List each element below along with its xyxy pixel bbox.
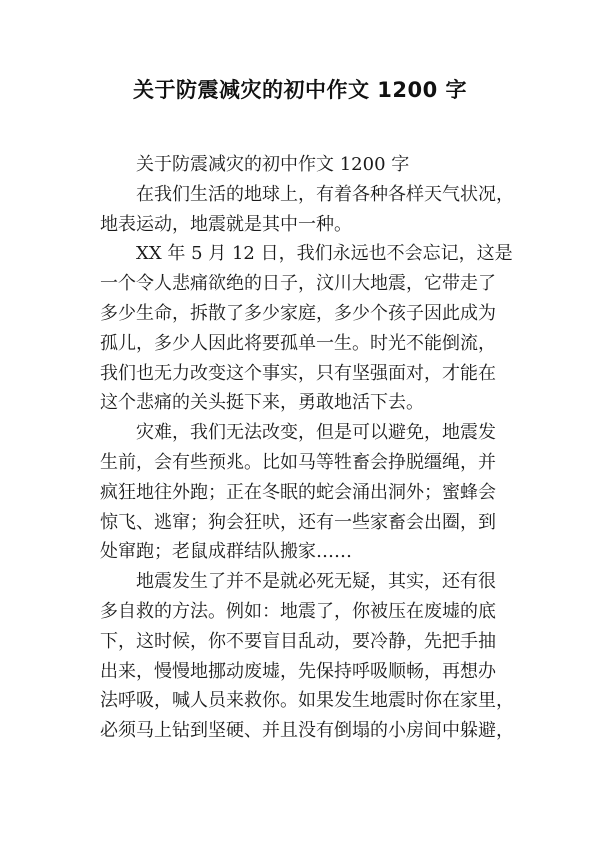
body-line: 多自救的方法。例如：地震了，你被压在废墟的底 <box>100 600 496 622</box>
document-body <box>100 150 514 746</box>
body-line: 疯狂地往外跑；正在冬眠的蛇会涌出洞外；蜜蜂会 <box>100 481 496 503</box>
body-line: 孤儿，多少人因此将要孤单一生。时光不能倒流， <box>100 332 496 354</box>
body-line: 处窜跑；老鼠成群结队搬家…… <box>100 541 352 563</box>
body-line: 关于防震减灾的初中作文 1200 字 <box>136 154 410 175</box>
body-line: 惊飞、逃窜；狗会狂吠，还有一些家畜会出圈，到 <box>100 511 496 533</box>
body-line: XX 年 5 月 12 日，我们永远也不会忘记，这是 <box>136 243 513 265</box>
body-line: 下，这时候，你不要盲目乱动，要冷静，先把手抽 <box>100 630 496 652</box>
body-line: 灾难，我们无法改变，但是可以避免，地震发 <box>136 422 496 444</box>
body-line: 在我们生活的地球上，有着各种各样天气状况， <box>136 183 514 205</box>
body-line: 出来，慢慢地挪动废墟，先保持呼吸顺畅，再想办 <box>100 660 496 682</box>
body-line: 法呼吸，喊人员来救你。如果发生地震时你在家里， <box>100 690 514 712</box>
document-title: 关于防震减灾的初中作文 1200 字 <box>132 78 468 102</box>
body-line: 这个悲痛的关头挺下来，勇敢地活下去。 <box>100 392 424 414</box>
body-line: 必须马上钻到坚硬、并且没有倒塌的小房间中躲避， <box>100 720 514 742</box>
body-line: 我们也无力改变这个事实，只有坚强面对，才能在 <box>100 362 496 384</box>
body-line: 地表运动，地震就是其中一种。 <box>100 213 352 235</box>
body-line: 一个令人悲痛欲绝的日子，汶川大地震，它带走了 <box>100 273 496 295</box>
body-line: 地震发生了并不是就必死无疑，其实，还有很 <box>136 571 496 593</box>
body-line: 生前，会有些预兆。比如马等牲畜会挣脱缰绳，并 <box>100 451 496 473</box>
body-line: 多少生命，拆散了多少家庭，多少个孩子因此成为 <box>100 302 496 324</box>
